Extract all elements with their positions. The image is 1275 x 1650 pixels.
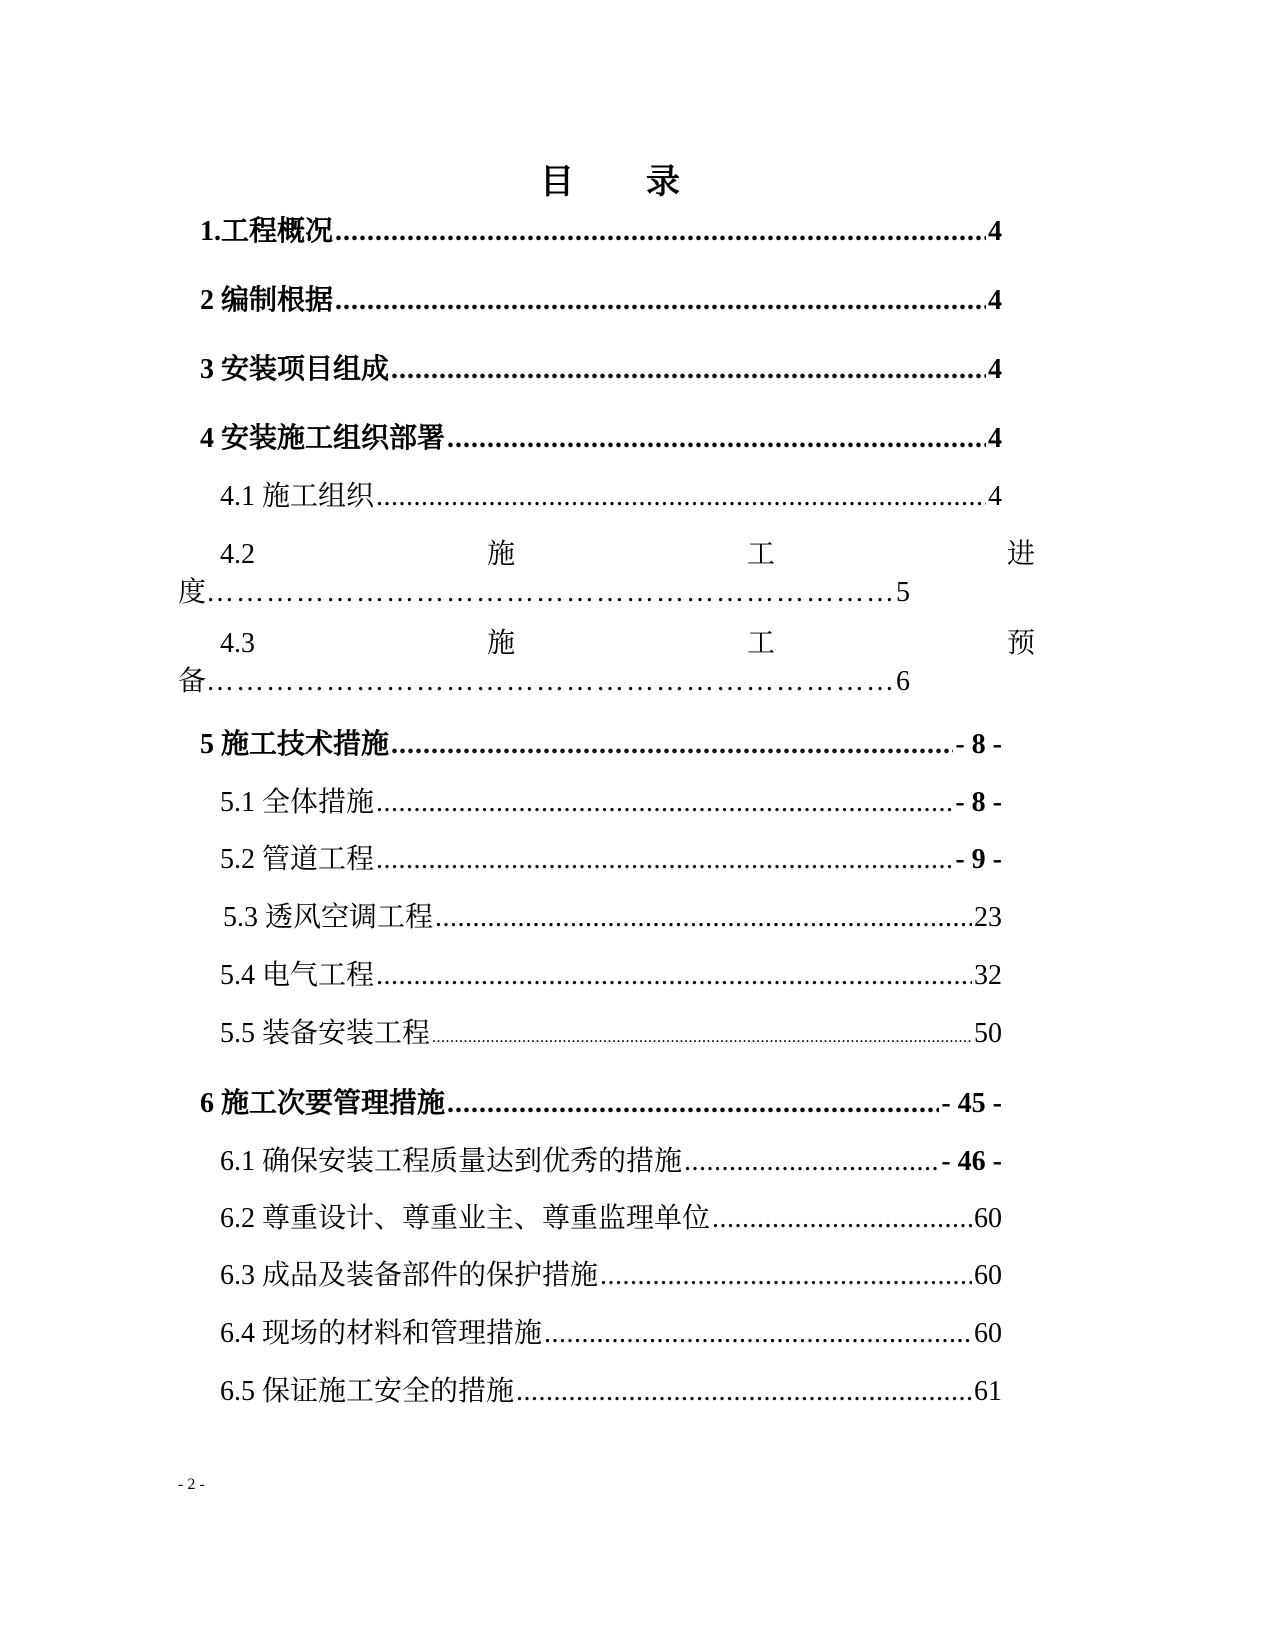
toc-entry-4-2-continuation[interactable]	[178, 573, 910, 613]
title-char-right: 录	[646, 163, 680, 201]
toc-page-number: 23	[974, 902, 1002, 933]
toc-entry-5-4[interactable]	[220, 956, 1002, 996]
toc-label: 6 施工次要管理措施	[200, 1088, 446, 1119]
toc-label-part: 施	[486, 628, 515, 659]
toc-page-number: 4	[988, 481, 1002, 512]
toc-entry-5[interactable]	[200, 725, 1002, 765]
toc-label: 5 施工技术措施	[200, 729, 390, 760]
toc-entry-6-2[interactable]	[220, 1199, 1002, 1239]
dot-leader	[432, 1018, 972, 1054]
toc-page-number: - 46 -	[941, 1146, 1002, 1177]
toc-page-number: - 8 -	[955, 787, 1002, 818]
toc-entry-4[interactable]	[200, 419, 1002, 459]
dot-leader: ……………………………………………………………	[206, 577, 897, 608]
dot-leader	[376, 840, 953, 880]
toc-page-number: 60	[974, 1203, 1002, 1234]
dot-leader	[600, 1256, 972, 1296]
toc-entry-4-2[interactable]	[220, 535, 1035, 575]
dot-leader	[376, 956, 972, 996]
dot-leader	[544, 1314, 972, 1354]
dot-leader	[335, 281, 986, 321]
toc-label: 2 编制根据	[200, 285, 334, 316]
toc-label: 5.2 管道工程	[220, 844, 375, 875]
toc-label: 6.1 确保安装工程质量达到优秀的措施	[220, 1146, 683, 1177]
toc-page-number: - 9 -	[955, 844, 1002, 875]
dot-leader	[712, 1199, 972, 1239]
dot-leader	[376, 477, 986, 517]
toc-entry-6-4[interactable]	[220, 1314, 1002, 1354]
toc-entry-5-2[interactable]	[220, 840, 1002, 880]
toc-page-number: 5	[896, 577, 911, 608]
dot-leader: ……………………………………………………………	[206, 666, 897, 697]
dot-leader	[391, 350, 986, 390]
toc-entry-4-1[interactable]	[220, 477, 1002, 517]
dot-leader	[391, 725, 953, 765]
toc-label-part: 预	[1006, 628, 1035, 659]
toc-page-number: - 8 -	[955, 729, 1002, 760]
dot-leader	[447, 1084, 939, 1124]
toc-page-number: 60	[974, 1318, 1002, 1349]
toc-page-number: 6	[896, 666, 911, 697]
toc-page-number: 4	[988, 285, 1002, 316]
page-title	[540, 153, 680, 203]
toc-page-number: 61	[974, 1376, 1002, 1407]
toc-entry-4-3-continuation[interactable]	[178, 662, 910, 702]
toc-label-part: 施	[486, 539, 515, 570]
toc-label-part: 进	[1006, 539, 1035, 570]
toc-entry-1[interactable]	[200, 212, 1002, 252]
toc-page-number: 50	[974, 1018, 1002, 1049]
toc-page-number: - 45 -	[941, 1088, 1002, 1119]
toc-label: 5.5 装备安装工程	[220, 1018, 431, 1049]
toc-label: 5.4 电气工程	[220, 960, 375, 991]
toc-label-part: 工	[746, 539, 775, 570]
toc-label-part: 度	[178, 577, 207, 608]
page-number-footer: - 2 -	[178, 1476, 205, 1493]
toc-entry-4-3[interactable]	[220, 624, 1035, 664]
toc-entry-5-1[interactable]	[220, 783, 1002, 823]
dot-leader	[447, 419, 986, 459]
dot-leader	[435, 898, 972, 938]
toc-label: 3 安装项目组成	[200, 354, 390, 385]
toc-entry-5-5[interactable]	[220, 1014, 1002, 1054]
toc-entry-6-5[interactable]	[220, 1372, 1002, 1412]
toc-label: 1.工程概况	[200, 216, 334, 247]
dot-leader	[516, 1372, 972, 1412]
toc-label: 4 安装施工组织部署	[200, 423, 446, 454]
toc-entry-3[interactable]	[200, 350, 1002, 390]
toc-label: 6.5 保证施工安全的措施	[220, 1376, 515, 1407]
toc-label-part: 4.3	[220, 628, 255, 659]
toc-entry-2[interactable]	[200, 281, 1002, 321]
toc-page-number: 4	[988, 423, 1002, 454]
toc-entry-6-1[interactable]	[220, 1142, 1002, 1182]
toc-entry-5-3[interactable]	[223, 898, 1002, 938]
toc-page-number: 4	[988, 354, 1002, 385]
toc-label-part: 工	[746, 628, 775, 659]
toc-label-part: 备	[178, 666, 207, 697]
toc-label: 6.2 尊重设计、尊重业主、尊重监理单位	[220, 1203, 711, 1234]
dot-leader	[684, 1142, 939, 1182]
toc-entry-6-3[interactable]	[220, 1256, 1002, 1296]
toc-label-part: 4.2	[220, 539, 255, 570]
toc-label: 5.1 全体措施	[220, 787, 375, 818]
dot-leader	[376, 783, 953, 823]
toc-label: 5.3 透风空调工程	[223, 902, 434, 933]
toc-label: 6.3 成品及装备部件的保护措施	[220, 1260, 599, 1291]
toc-label: 6.4 现场的材料和管理措施	[220, 1318, 543, 1349]
toc-label: 4.1 施工组织	[220, 481, 375, 512]
toc-page-number: 32	[974, 960, 1002, 991]
dot-leader	[335, 212, 986, 252]
toc-page-number: 4	[988, 216, 1002, 247]
toc-page-number: 60	[974, 1260, 1002, 1291]
title-char-left: 目	[540, 163, 574, 201]
toc-entry-6[interactable]	[200, 1084, 1002, 1124]
